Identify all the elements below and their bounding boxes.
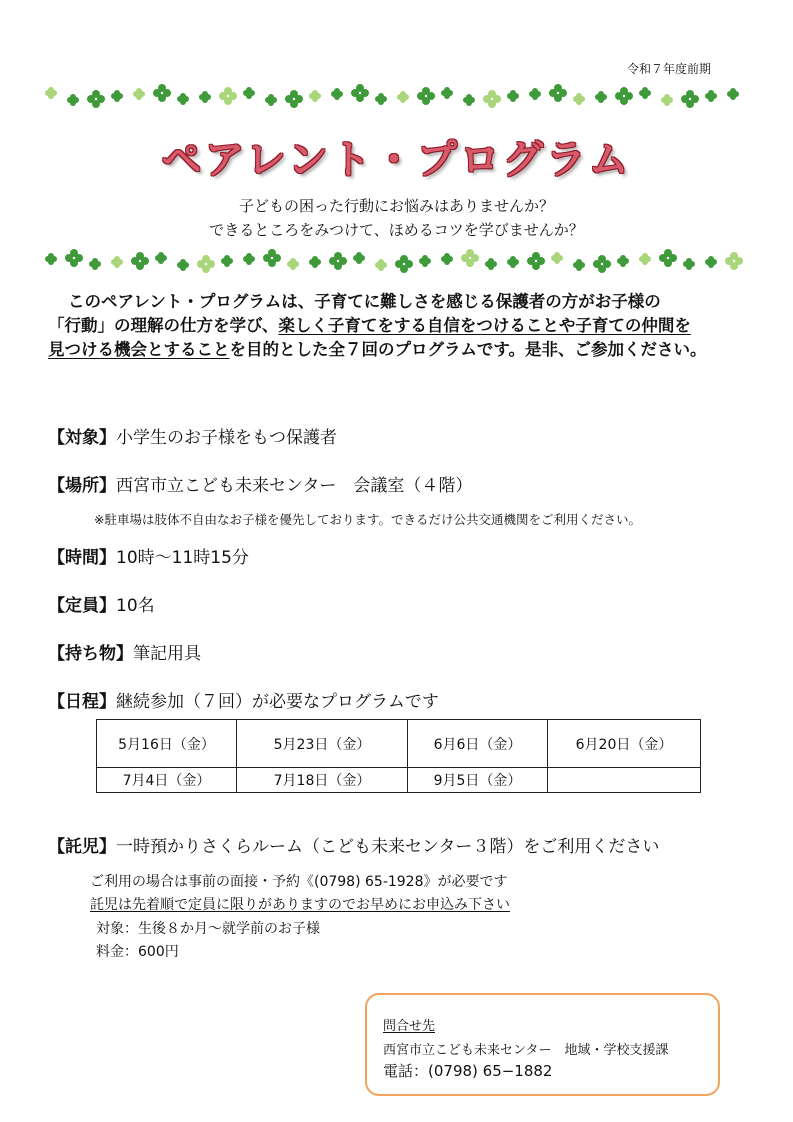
clover-leaf bbox=[573, 262, 579, 268]
clover-icon bbox=[194, 251, 216, 275]
clover-icon bbox=[326, 84, 348, 106]
clover-leaf bbox=[199, 94, 205, 100]
clover-icon bbox=[370, 87, 392, 110]
clover-icon bbox=[612, 84, 634, 107]
clover-leaf bbox=[353, 255, 359, 261]
schedule-row bbox=[48, 687, 439, 712]
clover-leaf bbox=[617, 258, 623, 264]
clover-leaf bbox=[111, 259, 117, 265]
clover-leaf bbox=[89, 261, 95, 267]
childcare-target-note: 対象：生後８か月〜就学前のお子様 bbox=[96, 921, 320, 937]
clover-icon bbox=[480, 252, 502, 275]
clover-leaf bbox=[529, 91, 535, 97]
clover-leaf bbox=[243, 256, 249, 262]
target-label: 【対象】 bbox=[48, 428, 116, 448]
intro-line-2-underlined: 楽しく子育てをする自信をつけることや子育ての仲間を bbox=[278, 316, 691, 335]
clover-icon bbox=[590, 85, 612, 109]
clover-leaf bbox=[463, 97, 469, 103]
schedule-label: 【日程】 bbox=[48, 692, 116, 712]
clover-leaf bbox=[265, 97, 271, 103]
clover-icon bbox=[612, 249, 634, 273]
belongings-row bbox=[48, 639, 201, 664]
place-row bbox=[48, 471, 472, 496]
target-value: 小学生のお子様をもつ保護者 bbox=[116, 428, 337, 448]
clover-leaf bbox=[639, 256, 645, 262]
schedule-cell: 9月5日（金） bbox=[408, 768, 548, 793]
clover-icon bbox=[700, 250, 722, 274]
clover-leaf bbox=[639, 90, 645, 96]
time-value: 10時〜11時15分 bbox=[116, 548, 249, 568]
clover-icon bbox=[172, 253, 194, 275]
schedule-cell: 5月16日（金） bbox=[97, 720, 237, 768]
period-label: 令和７年度前期 bbox=[627, 62, 712, 76]
clover-icon bbox=[634, 84, 656, 105]
clover-icon bbox=[502, 250, 524, 274]
clover-icon bbox=[62, 249, 84, 269]
clover-leaf bbox=[375, 262, 381, 268]
schedule-cell: 7月4日（金） bbox=[97, 768, 237, 793]
clover-icon bbox=[128, 84, 150, 106]
clover-icon bbox=[722, 249, 744, 272]
clover-icon bbox=[304, 84, 326, 108]
clover-icon bbox=[150, 249, 172, 270]
time-row bbox=[48, 543, 249, 568]
clover-leaf bbox=[485, 261, 491, 267]
clover-icon bbox=[546, 249, 568, 270]
childcare-capacity-note: 託児は先着順で定員に限りがありますのでお早めにお申込み下さい bbox=[90, 897, 510, 913]
clover-leaf bbox=[177, 262, 183, 268]
clover-icon bbox=[128, 249, 150, 272]
clover-border-bottom bbox=[40, 249, 750, 275]
clover-icon bbox=[84, 86, 106, 110]
clover-leaf bbox=[111, 93, 117, 99]
childcare-label: 【託児】 bbox=[48, 837, 116, 857]
clover-leaf bbox=[287, 261, 293, 267]
clover-icon bbox=[678, 86, 700, 110]
clover-icon bbox=[304, 250, 326, 274]
schedule-cell: 6月20日（金） bbox=[548, 720, 701, 768]
clover-icon bbox=[326, 249, 348, 272]
clover-leaf bbox=[419, 258, 425, 264]
intro-line-3-plain: を目的とした全７回のプログラムです。是非、ご参加ください。 bbox=[229, 340, 707, 359]
clover-icon bbox=[414, 249, 436, 273]
clover-icon bbox=[282, 252, 304, 275]
clover-icon bbox=[40, 84, 62, 105]
clover-icon bbox=[458, 249, 480, 269]
clover-icon bbox=[722, 84, 744, 106]
clover-icon bbox=[656, 88, 678, 110]
schedule-cell: 6月6日（金） bbox=[408, 720, 548, 768]
clover-leaf bbox=[375, 96, 381, 102]
clover-icon bbox=[568, 253, 590, 275]
clover-leaf bbox=[507, 93, 513, 99]
capacity-row bbox=[48, 591, 155, 616]
clover-leaf bbox=[67, 97, 73, 103]
childcare-value: 一時預かりさくらルーム（こども未来センター３階）をご利用ください bbox=[116, 837, 660, 857]
intro-paragraph bbox=[48, 290, 768, 362]
time-label: 【時間】 bbox=[48, 548, 116, 568]
clover-leaf bbox=[177, 96, 183, 102]
clover-icon bbox=[216, 84, 238, 107]
clover-icon bbox=[502, 84, 524, 108]
schedule-table bbox=[96, 719, 701, 793]
contact-box bbox=[365, 993, 720, 1096]
clover-icon bbox=[656, 249, 678, 269]
parking-note: ※駐車場は肢体不自由なお子様を優先しております。できるだけ公共交通機関をご利用ください。 bbox=[94, 512, 641, 527]
clover-leaf bbox=[45, 90, 51, 96]
page-title: ペアレント・プログラム bbox=[161, 137, 632, 183]
contact-phone: 電話：(0798) 65−1882 bbox=[383, 1062, 553, 1080]
clover-icon bbox=[172, 87, 194, 110]
clover-leaf bbox=[397, 94, 403, 100]
clover-leaf bbox=[661, 97, 667, 103]
subtitle-line-2: できるところをみつけて、ほめるコツを学びませんか？ bbox=[209, 221, 584, 239]
intro-line-3-underlined: 見つける機会とすること bbox=[48, 340, 230, 359]
belongings-label: 【持ち物】 bbox=[48, 644, 133, 664]
clover-leaf bbox=[705, 93, 711, 99]
capacity-label: 【定員】 bbox=[48, 596, 116, 616]
intro-line-2-plain: 「行動」の理解の仕方を学び、 bbox=[48, 316, 279, 335]
clover-icon bbox=[260, 88, 282, 110]
clover-icon bbox=[436, 84, 458, 105]
clover-icon bbox=[348, 249, 370, 270]
clover-leaf bbox=[441, 90, 447, 96]
place-value: 西宮市立こども未来センター 会議室（４階） bbox=[116, 476, 473, 496]
contact-organization: 西宮市立こども未来センター 地域・学校支援課 bbox=[383, 1043, 669, 1058]
clover-icon bbox=[40, 249, 62, 271]
clover-icon bbox=[590, 251, 612, 275]
clover-leaf bbox=[243, 90, 249, 96]
clover-icon bbox=[678, 252, 700, 275]
intro-line-1: このペアレント・プログラムは、子育てに難しさを感じる保護者の方がお子様の bbox=[68, 292, 661, 311]
clover-icon bbox=[634, 249, 656, 271]
clover-leaf bbox=[727, 91, 733, 97]
clover-leaf bbox=[705, 259, 711, 265]
schedule-cell: 5月23日（金） bbox=[237, 720, 408, 768]
clover-leaf bbox=[221, 258, 227, 264]
clover-icon bbox=[84, 252, 106, 275]
clover-leaf bbox=[133, 91, 139, 97]
schedule-table-row bbox=[97, 768, 701, 793]
clover-leaf bbox=[309, 93, 315, 99]
contact-heading: 問合せ先 bbox=[383, 1019, 436, 1034]
belongings-value: 筆記用具 bbox=[133, 644, 201, 664]
schedule-value: 継続参加（７回）が必要なプログラムです bbox=[116, 692, 439, 712]
clover-leaf bbox=[595, 94, 601, 100]
clover-leaf bbox=[45, 256, 51, 262]
clover-icon bbox=[458, 88, 480, 110]
clover-leaf bbox=[551, 255, 557, 261]
clover-leaf bbox=[309, 259, 315, 265]
clover-icon bbox=[216, 249, 238, 273]
schedule-cell-empty bbox=[548, 768, 701, 793]
clover-icon bbox=[568, 87, 590, 110]
childcare-reservation-note: ご利用の場合は事前の面接・予約《(0798) 65-1928》が必要です bbox=[90, 874, 508, 890]
clover-icon bbox=[238, 249, 260, 271]
clover-border-top bbox=[40, 84, 750, 110]
clover-icon bbox=[436, 249, 458, 271]
intro-line-3 bbox=[48, 338, 768, 362]
clover-icon bbox=[392, 85, 414, 109]
clover-leaf bbox=[683, 261, 689, 267]
childcare-fee-note: 料金：600円 bbox=[96, 944, 179, 960]
clover-icon bbox=[106, 250, 128, 274]
clover-icon bbox=[414, 84, 436, 107]
clover-leaf bbox=[573, 96, 579, 102]
clover-icon bbox=[194, 85, 216, 109]
clover-icon bbox=[62, 88, 84, 110]
place-label: 【場所】 bbox=[48, 476, 116, 496]
intro-line-2 bbox=[48, 314, 768, 338]
schedule-table-row bbox=[97, 720, 701, 768]
childcare-row bbox=[48, 832, 659, 857]
clover-icon bbox=[260, 249, 282, 269]
clover-icon bbox=[238, 84, 260, 105]
schedule-cell: 7月18日（金） bbox=[237, 768, 408, 793]
clover-leaf bbox=[331, 91, 337, 97]
capacity-value: 10名 bbox=[116, 596, 155, 616]
target-row bbox=[48, 423, 337, 448]
clover-icon bbox=[546, 84, 568, 104]
clover-icon bbox=[524, 84, 546, 106]
clover-icon bbox=[480, 86, 502, 110]
clover-icon bbox=[370, 253, 392, 275]
clover-leaf bbox=[507, 259, 513, 265]
clover-icon bbox=[524, 249, 546, 272]
clover-leaf bbox=[441, 256, 447, 262]
subtitle-line-1: 子どもの困った行動にお悩みはありませんか？ bbox=[238, 197, 554, 215]
clover-icon bbox=[106, 84, 128, 108]
clover-icon bbox=[150, 84, 172, 104]
clover-leaf bbox=[155, 255, 161, 261]
clover-icon bbox=[348, 84, 370, 104]
clover-icon bbox=[700, 84, 722, 108]
clover-icon bbox=[282, 86, 304, 110]
clover-icon bbox=[392, 251, 414, 275]
